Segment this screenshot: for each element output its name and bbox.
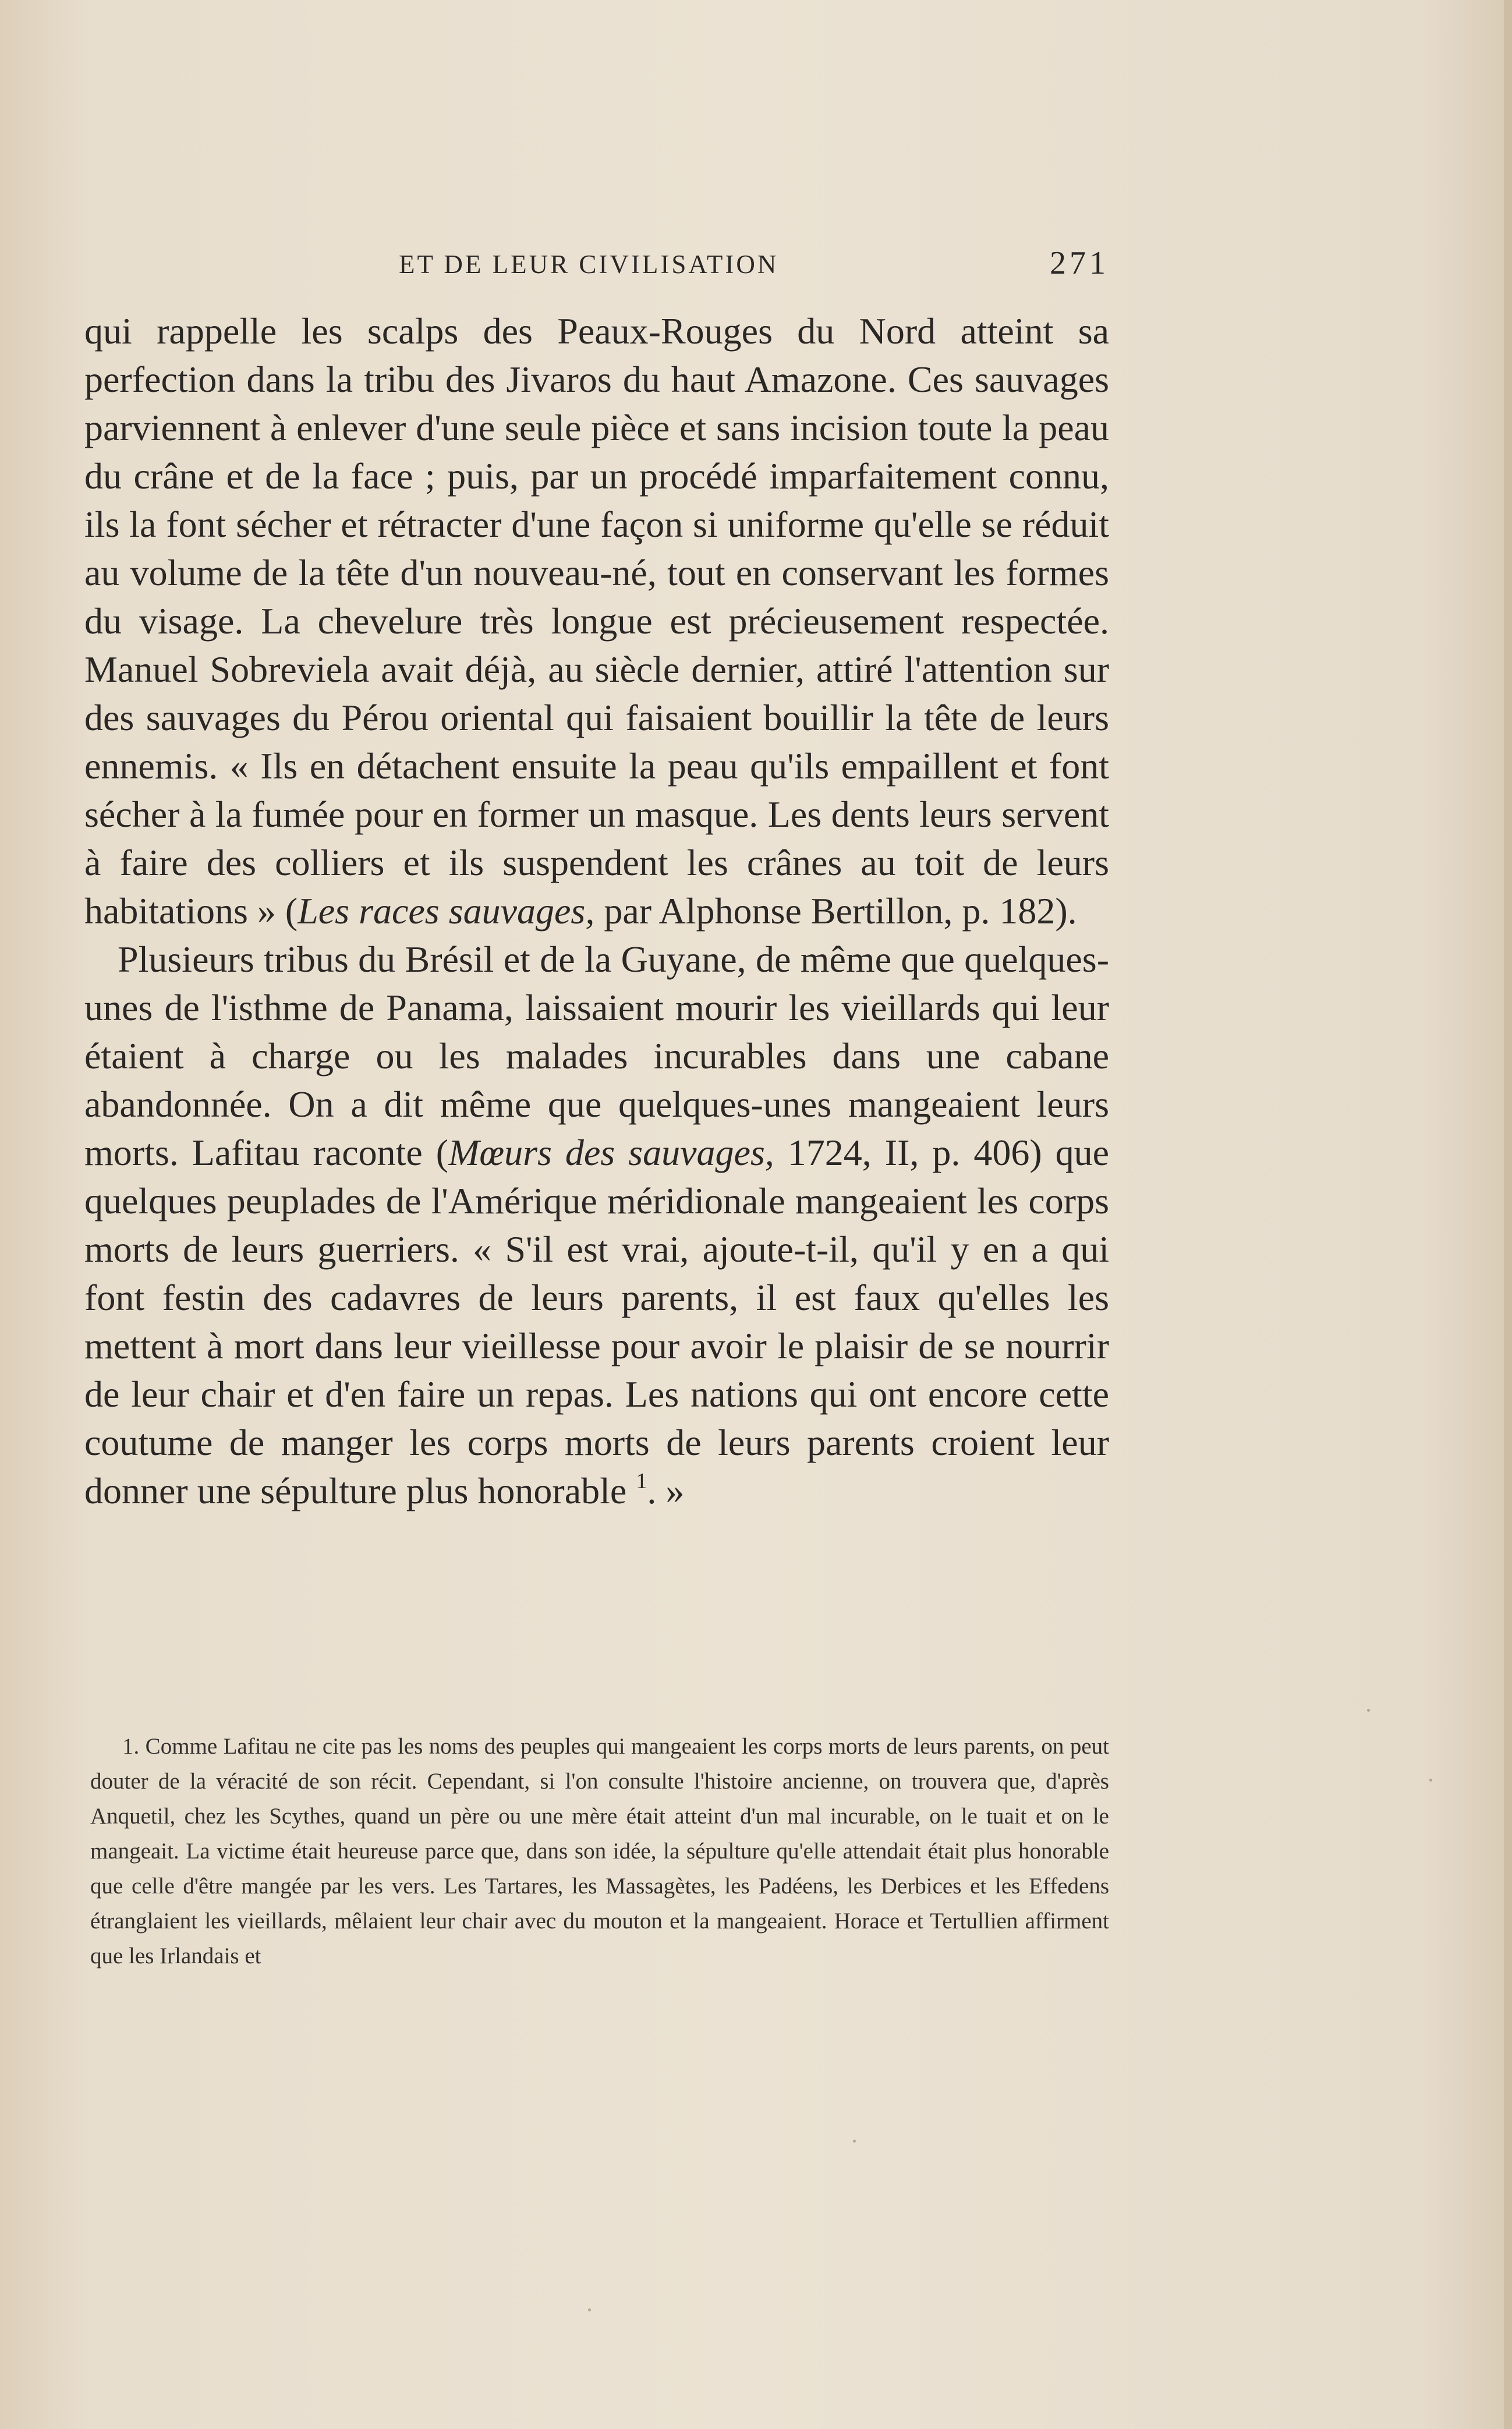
paragraph-2 (84, 935, 1109, 1515)
paragraph-1-text-a: qui rappelle les scalps des Peaux-Rouges du Nord atteint sa perfection dans la tribu des Jivaros du haut Amazone. Ces sauvages parviennent à enlever d'une seule pièce et sans incision toute la peau du crâne et de la face ; puis, par un procédé imparfaitement connu, ils la font sécher et rétracter d'une façon si uniforme qu'elle se réduit au volume de la tête d'un nouveau-né, tout en conservant les formes du visage. La chevelure très longue est précieusement respectée. Manuel Sobreviela avait déjà, au siècle dernier, attiré l'attention sur des sauvages du Pérou oriental qui faisaient bouillir la tête de leurs ennemis. « Ils en détachent ensuite la peau qu'ils empaillent et font sécher à la fumée pour en former un masque. Les dents leurs servent à faire des colliers et ils suspendent les crânes au toit de leurs habitations » ( (84, 310, 1109, 932)
page-number: 271 (1050, 245, 1109, 281)
paragraph-1-book-title: Les races sauvages, (298, 890, 595, 932)
running-head: ET DE LEUR CIVILISATION (399, 250, 779, 279)
paragraph-1 (84, 307, 1109, 935)
paragraph-1-text-b: par Alphonse Bertillon, p. 182). (594, 890, 1077, 932)
paragraph-2-text-c: . » (647, 1470, 685, 1511)
paragraph-2-book-title: Mœurs des sauvages, (448, 1132, 774, 1173)
paper-speck (1367, 1709, 1370, 1712)
footnote-text: 1. Comme Lafitau ne cite pas les noms des peuples qui mangeaient les corps morts de leurs parents, on peut douter de la véracité de son récit. Cependant, si l'on consulte l'histoire ancienne, on trouvera que, d'après Anquetil, chez les Scythes, quand un père ou une mère était atteint d'un mal incurable, on le tuait et on le mangeait. La victime était heureuse parce que, dans son idée, la sépulture qu'elle attendait était plus honorable que celle d'être mangée par les vers. Les Tartares, les Massagètes, les Padéens, les Derbices et les Effedens étranglaient les vieillards, mêlaient leur chair avec du mouton et la mangeaient. Horace et Tertullien affirment que les Irlandais et (90, 1734, 1109, 1968)
paragraph-2-text-b: 1724, II, p. 406) que quelques peuplades de l'Amérique méridionale mangeaient les corps morts de leurs guerriers. « S'il est vrai, ajoute-t-il, qu'il y en a qui font festin des cadavres de leurs parents, il est faux qu'elles les mettent à mort dans leur vieillesse pour avoir le plaisir de se nourrir de leur chair et d'en faire un repas. Les nations qui ont encore cette coutume de manger les corps morts de leurs parents croient leur donner une sépulture plus honorable (84, 1132, 1110, 1511)
paragraph-2-text-a: Plusieurs tribus du Brésil et de la Guyane, de même que quelques-unes de l'isthme de Panama, laissaient mourir les vieillards qui leur étaient à charge ou les malades incurables dans une cabane abandonnée. On a dit même que quelques-unes mangeaient leurs morts. Lafitau raconte ( (84, 939, 1109, 1173)
paper-speck (588, 2308, 591, 2311)
page-header (84, 243, 1109, 290)
footnote (90, 1729, 1109, 1974)
main-text (84, 307, 1109, 1515)
page-edge (1504, 0, 1512, 2429)
paper-speck (853, 2140, 856, 2143)
paper-speck (1429, 1779, 1432, 1782)
footnote-reference: 1 (636, 1469, 647, 1493)
